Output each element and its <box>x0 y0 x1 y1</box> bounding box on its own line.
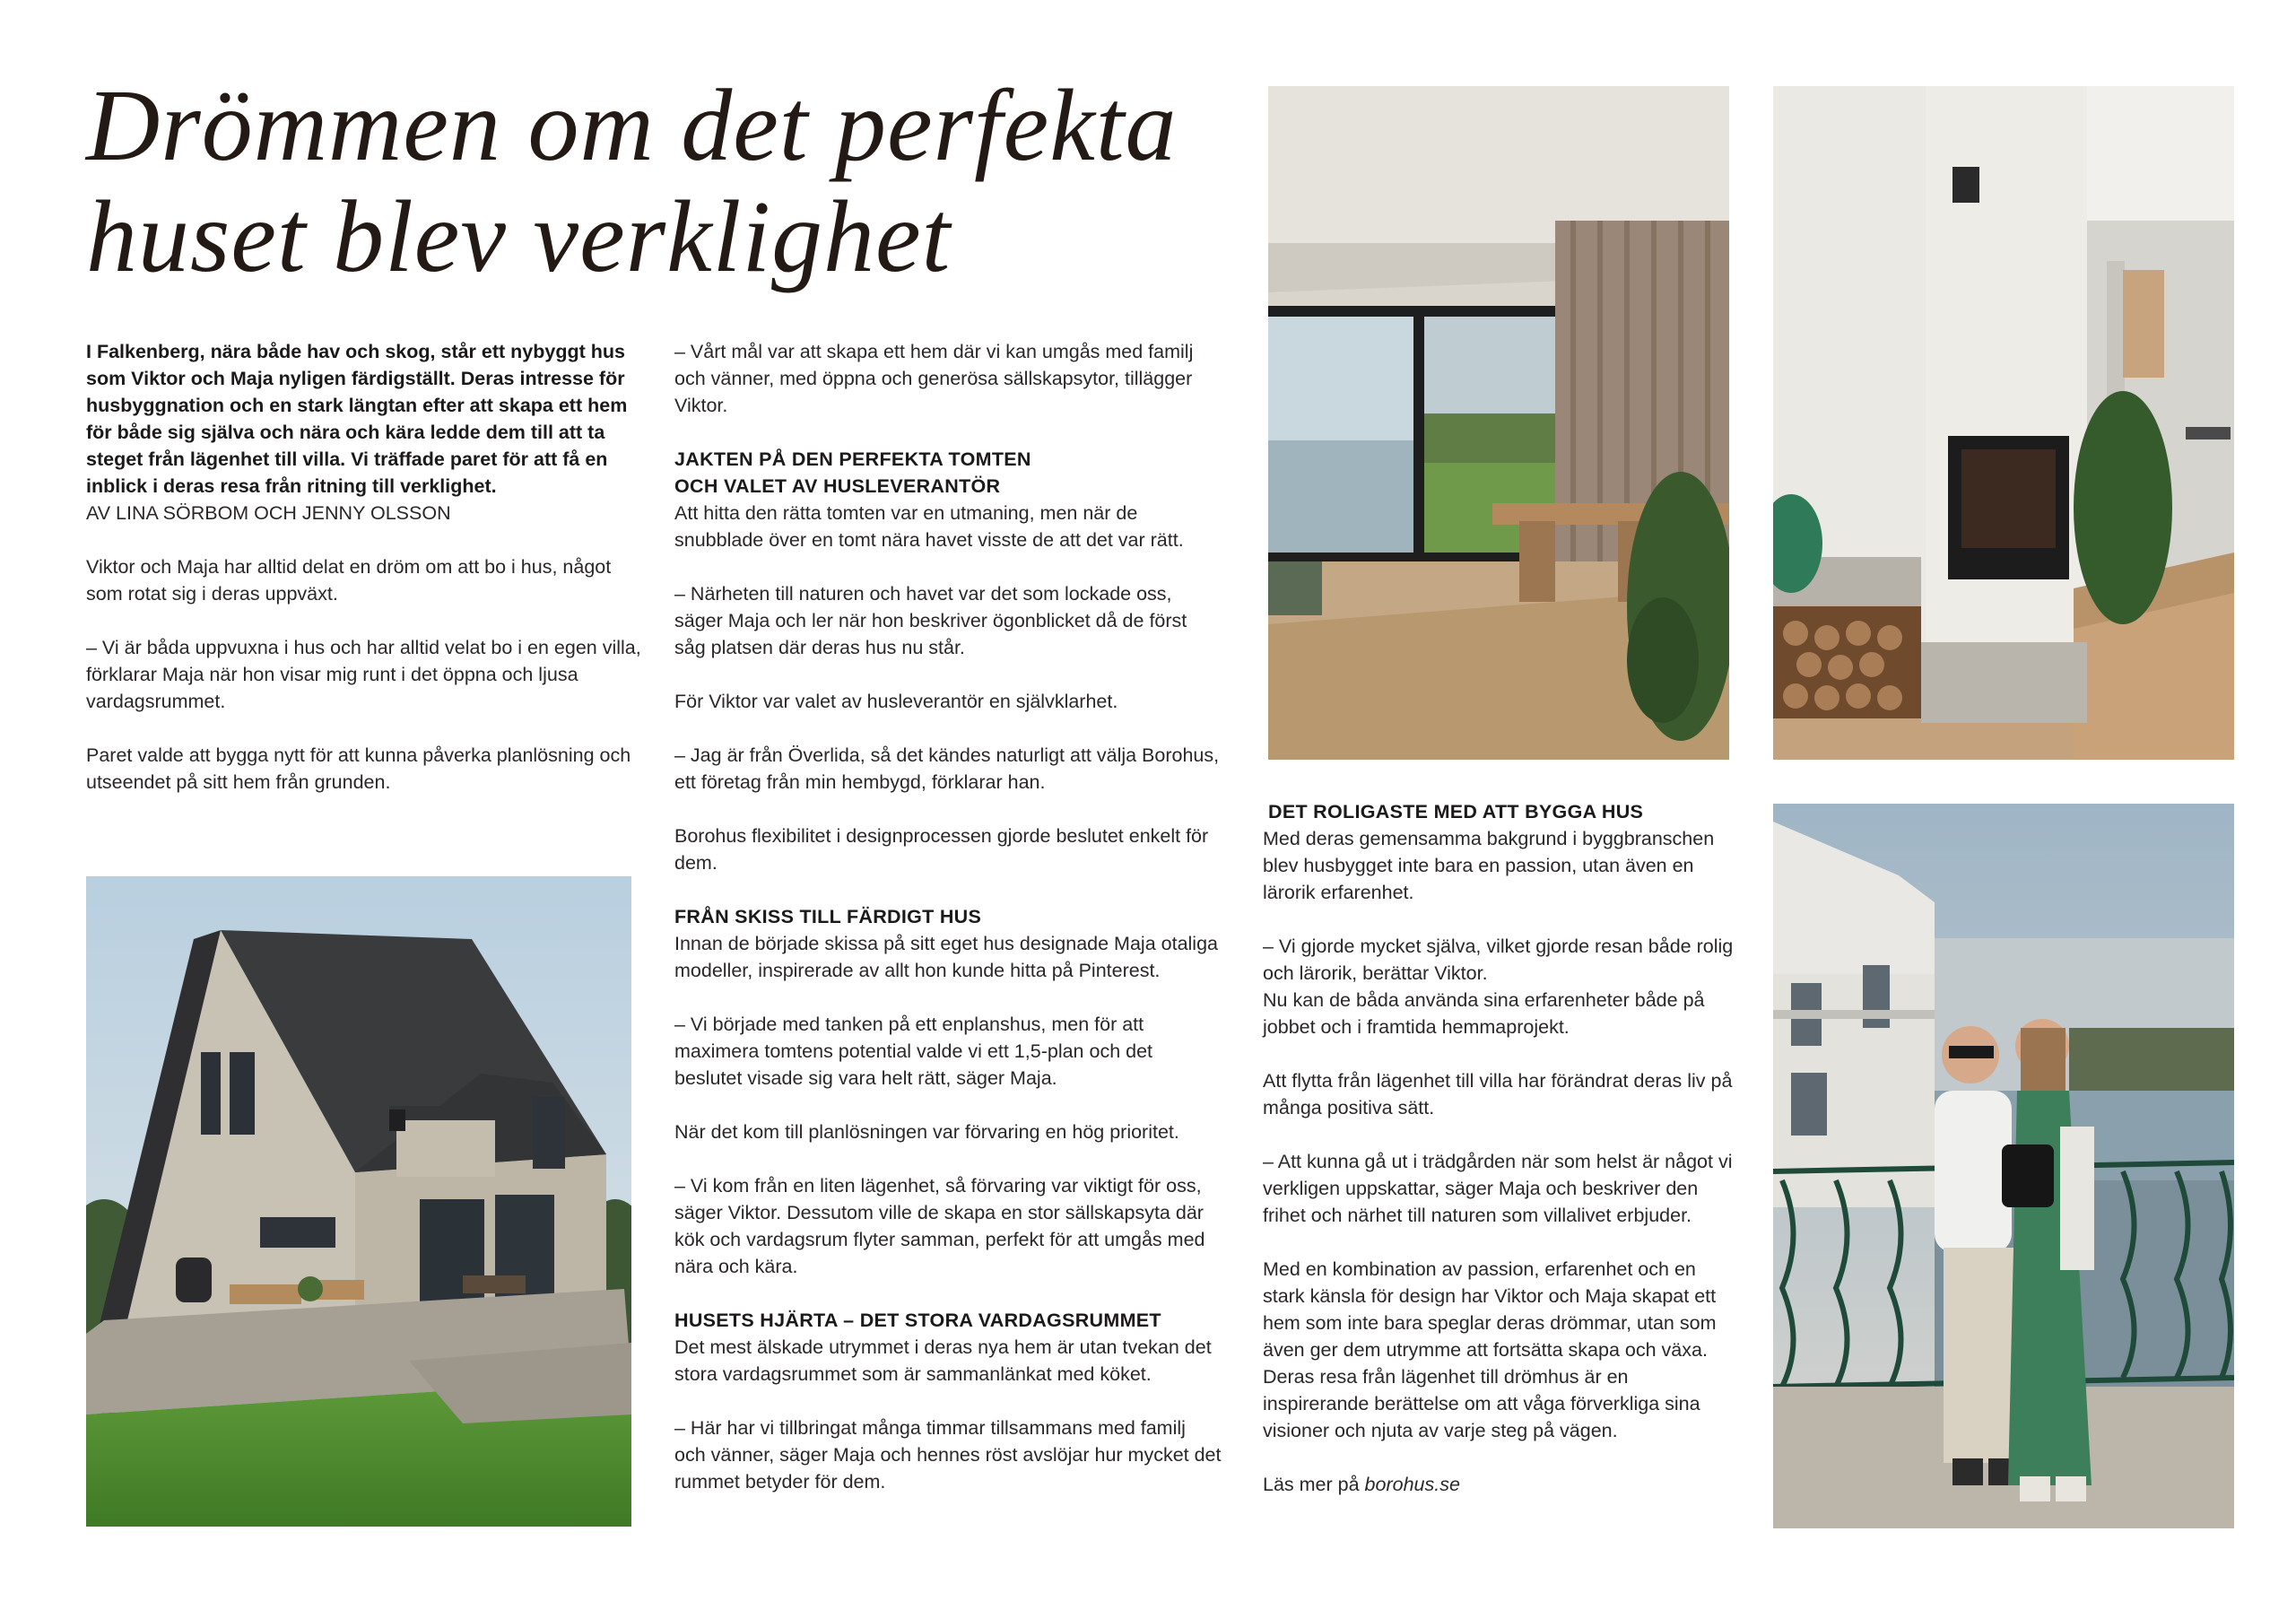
title-line-1: Drömmen om det perfekta <box>86 68 1178 182</box>
body-paragraph: Att flytta från lägenhet till villa har förändrat deras liv på många positiva sätt. <box>1263 1070 1733 1118</box>
body-paragraph: Innan de började skissa på sitt eget hus designade Maja otaliga modeller, inspirerade av allt hon kunde hitta på Pinterest. <box>674 933 1218 981</box>
heading-line: JAKTEN PÅ DEN PERFEKTA TOMTEN <box>674 448 1031 470</box>
heading-line: OCH VALET AV HUSLEVERANTÖR <box>674 475 1001 497</box>
fireplace-photo <box>1773 86 2234 760</box>
body-paragraph: Att hitta den rätta tomten var en utmaning, men när de snubblade över en tomt nära havet visste de att det var rätt. <box>674 502 1184 551</box>
text-column-1 <box>86 338 642 822</box>
body-paragraph: Med en kombination av passion, erfarenhet och en stark känsla för design har Viktor och Maja skapat ett hem som inte bara speglar deras drömmar, utan som även ger dem utrymme att fortsätta skapa och växa. Deras resa från lägenhet till drömhus är en inspirerande berättelse om att våga förverkliga sina visioner och njuta av varje steg på vägen. <box>1263 1258 1717 1441</box>
byline: AV LINA SÖRBOM OCH JENNY OLSSON <box>86 502 451 524</box>
body-paragraph: När det kom till planlösningen var förvaring en hög prioritet. <box>674 1121 1179 1143</box>
dining-room-photo <box>1268 86 1729 760</box>
read-more <box>1263 1471 1738 1498</box>
body-paragraph: – Vi kom från en liten lägenhet, så förvaring var viktigt för oss, säger Viktor. Dessutom ville de skapa en stor sällskapsyta där kök och vardagsrum flyter samman, perfekt för att umgås med nära och kära. <box>674 1175 1205 1277</box>
text-column-2 <box>674 338 1222 1522</box>
read-more-link[interactable]: borohus.se <box>1364 1474 1460 1495</box>
body-paragraph: – Vi är båda uppvuxna i hus och har alltid velat bo i en egen villa, förklarar Maja när hon visar mig runt i det öppna och ljusa vardagsrummet. <box>86 637 641 712</box>
article-title <box>86 70 1198 292</box>
section-heading: FRÅN SKISS TILL FÄRDIGT HUS <box>674 906 982 927</box>
body-paragraph: – Här har vi tillbringat många timmar tillsammans med familj och vänner, säger Maja och hennes röst avslöjar hur mycket det rummet betyder för dem. <box>674 1417 1222 1493</box>
body-paragraph: – Jag är från Överlida, så det kändes naturligt att välja Borohus, ett företag från min hembygd, förklarar han. <box>674 744 1220 793</box>
house-exterior-photo <box>86 876 631 1527</box>
body-paragraph: Paret valde att bygga nytt för att kunna påverka planlösning och utseendet på sitt hem från grunden. <box>86 744 631 793</box>
body-paragraph: För Viktor var valet av husleverantör en självklarhet. <box>674 691 1118 712</box>
couple-photo <box>1773 804 2234 1528</box>
section-heading: HUSETS HJÄRTA – DET STORA VARDAGSRUMMET <box>674 1310 1161 1331</box>
body-paragraph: Borohus flexibilitet i designprocessen gjorde beslutet enkelt för dem. <box>674 825 1209 874</box>
body-paragraph: Med deras gemensamma bakgrund i byggbranschen blev husbygget inte bara en passion, utan även en lärorik erfarenhet. <box>1263 828 1715 903</box>
body-paragraph: – Närheten till naturen och havet var det som lockade oss, säger Maja och ler när hon beskriver ögonblicket då de först såg platsen där deras hus nu står. <box>674 583 1187 658</box>
lead-paragraph: I Falkenberg, nära både hav och skog, står ett nybyggt hus som Viktor och Maja nyligen färdigställt. Deras intresse för husbyggnation och en stark längtan efter att skapa ett hem för både sig själva och nära och kära ledde dem till att ta steget från lägenhet till villa. Vi träffade paret för att få en inblick i deras resa från ritning till verklighet. <box>86 341 628 497</box>
body-text: Nu kan de båda använda sina erfarenheter både på jobbet och i framtida hemmaprojekt. <box>1263 989 1705 1038</box>
section-heading <box>674 446 1222 500</box>
text-column-3 <box>1263 798 1738 1525</box>
body-paragraph: Det mest älskade utrymmet i deras nya hem är utan tvekan det stora vardagsrummet som är sammanlänkat med köket. <box>674 1336 1212 1385</box>
body-paragraph: – Att kunna gå ut i trädgården när som helst är något vi verkligen uppskattar, säger Maja och beskriver den frihet och närhet till naturen som villalivet erbjuder. <box>1263 1151 1733 1226</box>
body-paragraph <box>1263 933 1738 1040</box>
body-paragraph: – Vi började med tanken på ett enplanshus, men för att maximera tomtens potential valde vi ett 1,5-plan och det beslutet visade sig vara helt rätt, säger Maja. <box>674 1014 1153 1089</box>
body-paragraph: – Vårt mål var att skapa ett hem där vi kan umgås med familj och vänner, med öppna och generösa sällskapsytor, tillägger Viktor. <box>674 341 1194 416</box>
title-line-2: huset blev verklighet <box>86 179 952 293</box>
quote-text: – Vi gjorde mycket själva, vilket gjorde resan både rolig och lärorik, berättar Viktor. <box>1263 936 1734 984</box>
section-heading: DET ROLIGASTE MED ATT BYGGA HUS <box>1268 801 1644 822</box>
body-paragraph: Viktor och Maja har alltid delat en dröm om att bo i hus, något som rotat sig i deras uppväxt. <box>86 556 612 605</box>
read-more-prefix: Läs mer på <box>1263 1474 1365 1495</box>
